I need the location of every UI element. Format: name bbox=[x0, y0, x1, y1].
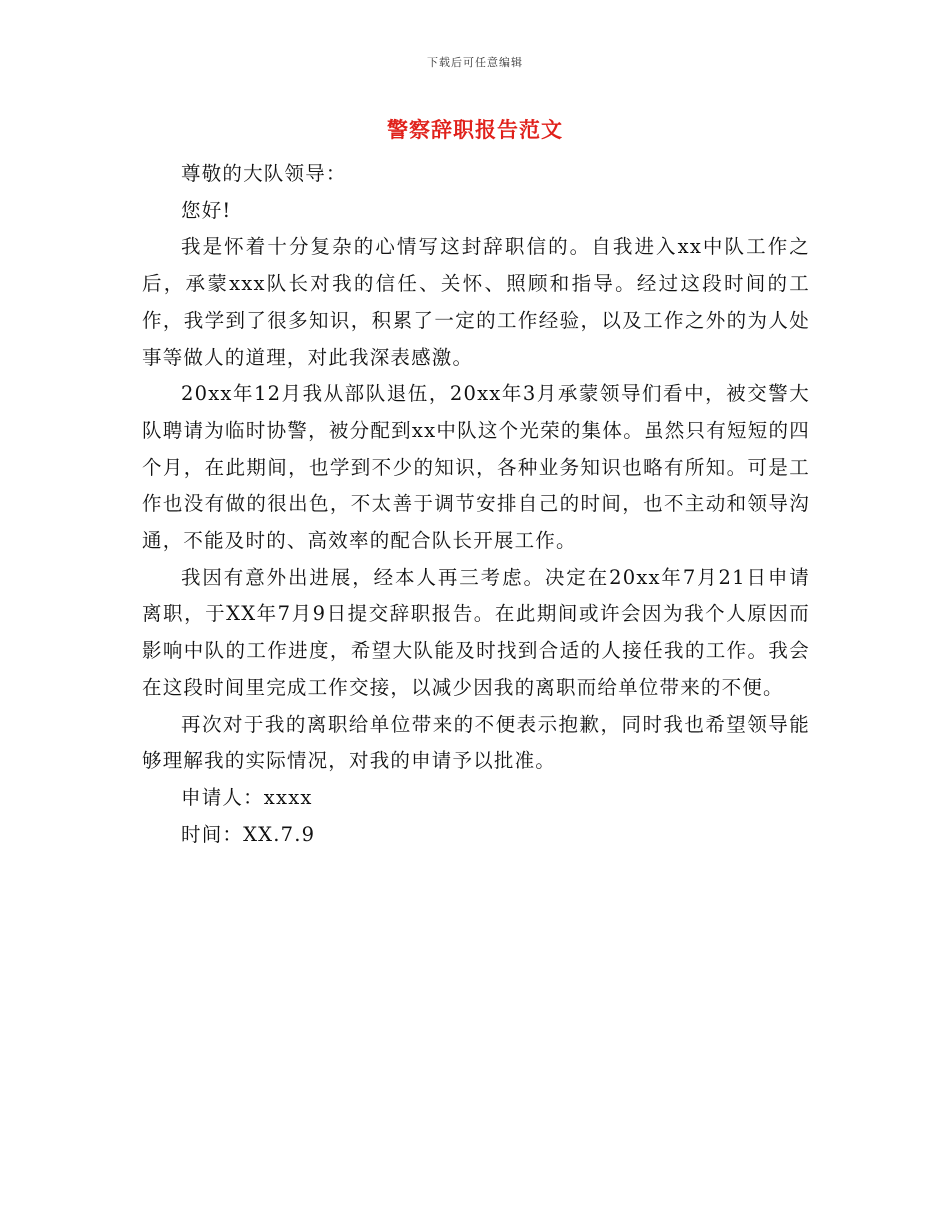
body-paragraph: 再次对于我的离职给单位带来的不便表示抱歉，同时我也希望领导能够理解我的实际情况，对我的申请予以批准。 bbox=[142, 712, 810, 773]
document-body bbox=[142, 156, 810, 853]
document-title: 警察辞职报告范文 bbox=[387, 117, 563, 142]
date-line: 时间：XX.7.9 bbox=[181, 822, 316, 846]
greeting: 您好! bbox=[181, 198, 232, 222]
salutation: 尊敬的大队领导： bbox=[181, 162, 347, 185]
body-paragraph: 我因有意外出进展，经本人再三考虑。决定在20xx年7月21日申请离职，于XX年7月9日提交辞职报告。在此期间或许会因为我个人原因而影响中队的工作进度，希望大队能及时找到合适的人接任我的工作。我会在这段时间里完成工作交接，以减少因我的离职而给单位带来的不便。 bbox=[142, 565, 810, 699]
applicant-line: 申请人：xxxx bbox=[181, 785, 313, 809]
body-paragraph: 我是怀着十分复杂的心情写这封辞职信的。自我进入xx中队工作之后，承蒙xxx队长对我的信任、关怀、照顾和指导。经过这段时间的工作，我学到了很多知识，积累了一定的工作经验，以及工作之外的为人处事等做人的道理，对此我深表感激。 bbox=[142, 235, 810, 369]
body-paragraph: 20xx年12月我从部队退伍，20xx年3月承蒙领导们看中，被交警大队聘请为临时协警，被分配到xx中队这个光荣的集体。虽然只有短短的四个月，在此期间，也学到不少的知识，各种业务知识也略有所知。可是工作也没有做的很出色，不太善于调节安排自己的时间，也不主动和领导沟通，不能及时的、高效率的配合队长开展工作。 bbox=[142, 382, 810, 553]
header-note: 下载后可任意编辑 bbox=[427, 56, 523, 69]
